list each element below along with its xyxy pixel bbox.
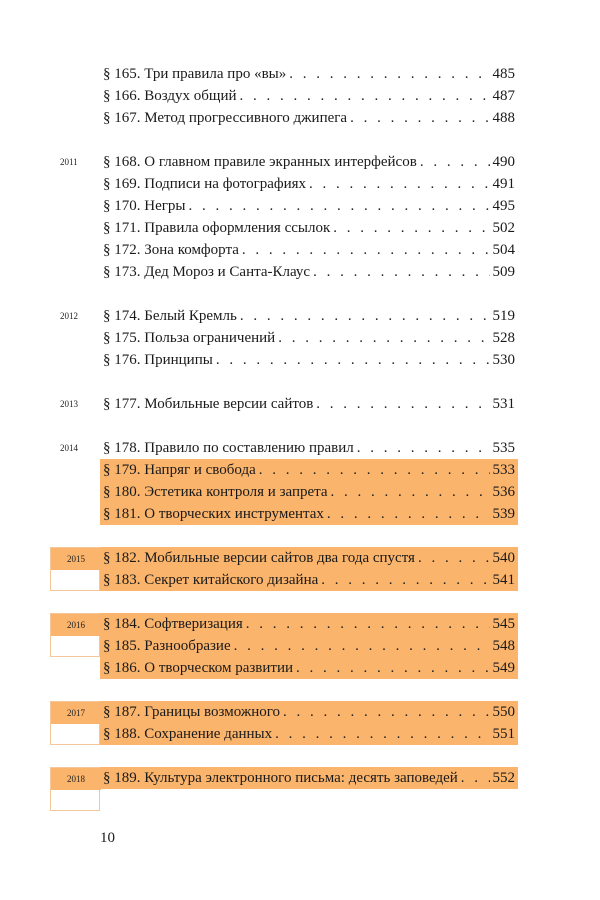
entry-title: § 176. Принципы [103, 352, 213, 368]
entry-page: 545 [492, 616, 515, 632]
entry-page: 519 [492, 308, 515, 324]
entry-title: § 174. Белый Кремль [103, 308, 237, 324]
entry-title: § 172. Зона комфорта [103, 242, 239, 258]
toc-entry [100, 393, 518, 415]
toc-entry [100, 151, 518, 173]
entry-title: § 178. Правило по составлению правил [103, 440, 354, 456]
entry-title: § 179. Напряг и свобода [103, 462, 256, 478]
leader-dots [357, 437, 490, 459]
leader-dots [296, 657, 489, 679]
toc-entry-highlighted [100, 503, 518, 525]
year-label-highlighted [50, 767, 100, 811]
entry-page: 539 [492, 506, 515, 522]
leader-dots [420, 151, 490, 173]
leader-dots [259, 459, 490, 481]
leader-dots [313, 261, 489, 283]
entry-page: 530 [492, 352, 515, 368]
leader-dots [246, 613, 490, 635]
toc-entry [100, 327, 518, 349]
entry-title: § 177. Мобильные версии сайтов [103, 396, 314, 412]
entry-page: 509 [492, 264, 515, 280]
toc-entry-highlighted [100, 569, 518, 591]
year-text: 2018 [51, 768, 101, 790]
toc-entry [100, 349, 518, 371]
entry-title: § 185. Разнообразие [103, 638, 231, 654]
entry-title: § 171. Правила оформления ссылок [103, 220, 331, 236]
leader-dots [216, 349, 490, 371]
leader-dots [327, 503, 490, 525]
entry-page: 549 [492, 660, 515, 676]
toc-entry-highlighted [100, 613, 518, 635]
entry-title: § 168. О главном правиле экранных интерфейсов [103, 154, 417, 170]
entry-page: 541 [492, 572, 515, 588]
toc-entry [100, 239, 518, 261]
toc-entry-highlighted [100, 459, 518, 481]
leader-dots [240, 85, 490, 107]
entry-page: 551 [492, 726, 515, 742]
entry-title: § 189. Культура электронного письма: десять заповедей [103, 770, 458, 786]
toc-entry-highlighted [100, 767, 518, 789]
entry-title: § 184. Софтверизация [103, 616, 243, 632]
year-label: 2012 [60, 311, 78, 321]
leader-dots [331, 481, 490, 503]
leader-dots [321, 569, 489, 591]
leader-dots [242, 239, 490, 261]
entry-page: 528 [492, 330, 515, 346]
entry-title: § 188. Сохранение данных [103, 726, 273, 742]
entry-title: § 173. Дед Мороз и Санта-Клаус [103, 264, 311, 280]
toc-entry [100, 195, 518, 217]
leader-dots [234, 635, 490, 657]
toc-entry [100, 107, 518, 129]
toc-entry-highlighted [100, 723, 518, 745]
entry-page: 491 [492, 176, 515, 192]
year-label-highlighted [50, 547, 100, 591]
toc-entry [100, 217, 518, 239]
year-label-highlighted [50, 613, 100, 657]
entry-page: 504 [492, 242, 515, 258]
year-text: 2016 [51, 614, 101, 636]
toc-entry [100, 173, 518, 195]
leader-dots [278, 327, 489, 349]
leader-dots [461, 767, 490, 789]
leader-dots [289, 63, 489, 85]
year-text: 2015 [51, 548, 101, 570]
entry-page: 552 [492, 770, 515, 786]
entry-title: § 183. Секрет китайского дизайна [103, 572, 319, 588]
entry-title: § 187. Границы возможного [103, 704, 281, 720]
leader-dots [309, 173, 489, 195]
leader-dots [283, 701, 489, 723]
year-label: 2013 [60, 399, 78, 409]
entry-page: 487 [492, 88, 515, 104]
entry-title: § 182. Мобильные версии сайтов два года спустя [103, 550, 415, 566]
leader-dots [188, 195, 489, 217]
toc-entry [100, 305, 518, 327]
leader-dots [333, 217, 489, 239]
toc-entry-highlighted [100, 547, 518, 569]
toc-entry [100, 85, 518, 107]
year-label-highlighted [50, 701, 100, 745]
entry-page: 540 [492, 550, 515, 566]
page-number: 10 [100, 830, 115, 846]
toc-entry [100, 437, 518, 459]
leader-dots [275, 723, 489, 745]
toc-entry-highlighted [100, 701, 518, 723]
entry-title: § 181. О творческих инструментах [103, 506, 324, 522]
toc-entry-highlighted [100, 481, 518, 503]
entry-title: § 169. Подписи на фотографиях [103, 176, 307, 192]
entry-page: 548 [492, 638, 515, 654]
entry-title: § 165. Три правила про «вы» [103, 66, 287, 82]
entry-page: 502 [492, 220, 515, 236]
leader-dots [240, 305, 490, 327]
entry-page: 550 [492, 704, 515, 720]
entry-title: § 180. Эстетика контроля и запрета [103, 484, 328, 500]
entry-page: 533 [492, 462, 515, 478]
entry-title: § 175. Польза ограничений [103, 330, 276, 346]
leader-dots [350, 107, 489, 129]
leader-dots [418, 547, 490, 569]
entry-page: 531 [492, 396, 515, 412]
year-text: 2017 [51, 702, 101, 724]
toc-entry [100, 261, 518, 283]
entry-page: 485 [492, 66, 515, 82]
toc-entry-highlighted [100, 635, 518, 657]
year-label: 2011 [60, 157, 78, 167]
year-label: 2014 [60, 443, 78, 453]
toc-entry-highlighted [100, 657, 518, 679]
entry-page: 536 [492, 484, 515, 500]
leader-dots [316, 393, 489, 415]
entry-page: 490 [492, 154, 515, 170]
entry-page: 495 [492, 198, 515, 214]
entry-title: § 166. Воздух общий [103, 88, 237, 104]
entry-title: § 167. Метод прогрессивного джипега [103, 110, 348, 126]
entry-title: § 170. Негры [103, 198, 186, 214]
entry-page: 535 [492, 440, 515, 456]
entry-page: 488 [492, 110, 515, 126]
toc-entry [100, 63, 518, 85]
entry-title: § 186. О творческом развитии [103, 660, 294, 676]
